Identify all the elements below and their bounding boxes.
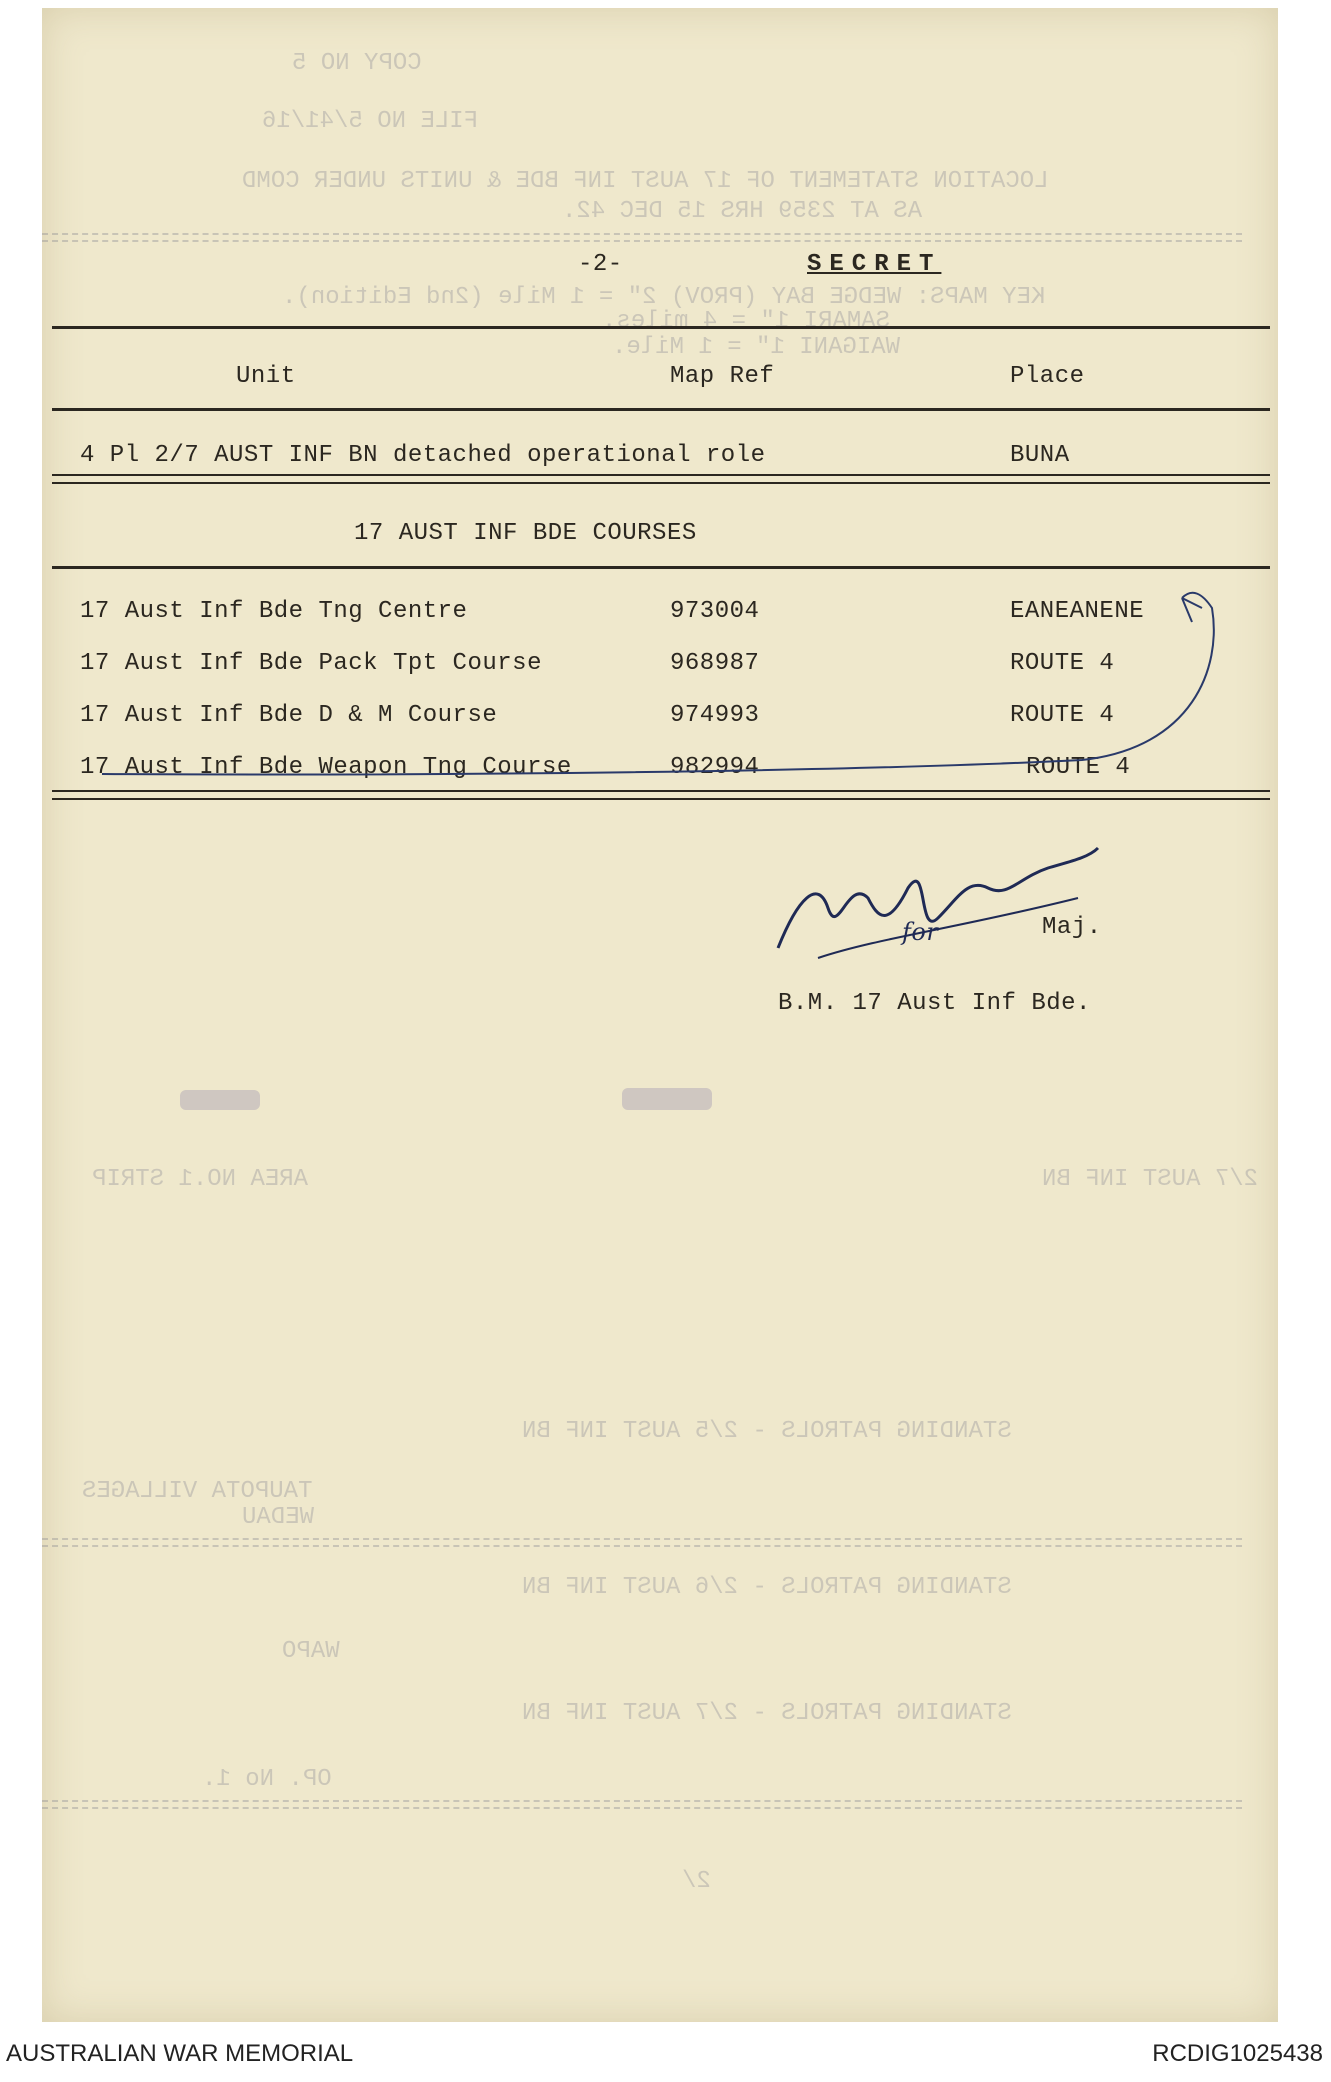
course-map-ref: 973004 — [670, 598, 760, 625]
ghost-wapo: WAPO — [282, 1638, 340, 1665]
ghost-as-at: AS AT 2359 HRS 15 DEC 42. — [562, 198, 923, 225]
ghost-page-2: 2/ — [682, 1868, 711, 1895]
column-header-map-ref: Map Ref — [670, 363, 775, 390]
stamp-mark — [622, 1088, 712, 1110]
ghost-file-no: FILE NO 5/41/16 — [262, 108, 479, 135]
ghost-standing-26: STANDING PATROLS - 2/6 AUST INF BN — [522, 1574, 1012, 1601]
footer-source: AUSTRALIAN WAR MEMORIAL — [6, 2040, 354, 2067]
ghost-location-title: LOCATION STATEMENT OF 17 AUST INF BDE & UNITS UNDER COMD — [242, 168, 1049, 195]
course-place: ROUTE 4 — [1010, 702, 1115, 729]
ghost-op-no: OP. No 1. — [202, 1766, 332, 1793]
course-unit: 17 Aust Inf Bde D & M Course — [80, 702, 498, 729]
stamp-mark — [180, 1090, 260, 1110]
ghost-key-maps: KEY MAPS: WEDGE BAY (PROV) 2" = 1 Mile (2nd Edition). — [282, 284, 1046, 311]
courses-heading: 17 AUST INF BDE COURSES — [354, 520, 697, 547]
ghost-rule-2 — [42, 1538, 1242, 1547]
footer-bar — [0, 2022, 1331, 2082]
ghost-standing-25: STANDING PATROLS - 2/5 AUST INF BN — [522, 1418, 1012, 1445]
ghost-wedau: WEDAU — [242, 1504, 315, 1531]
course-unit: 17 Aust Inf Bde Tng Centre — [80, 598, 468, 625]
course-unit: 17 Aust Inf Bde Pack Tpt Course — [80, 650, 542, 677]
course-map-ref: 982994 — [670, 754, 760, 781]
column-header-unit: Unit — [236, 363, 296, 390]
signature-for: for — [902, 918, 939, 946]
course-unit: 17 Aust Inf Bde Weapon Tng Course — [80, 754, 572, 781]
detached-unit: 4 Pl 2/7 AUST INF BN detached operational role — [80, 442, 766, 469]
course-place: EANEANENE — [1010, 598, 1145, 625]
footer-id: RCDIG1025438 — [1152, 2040, 1323, 2067]
ghost-2-7-bn: 2/7 AUST INF BN — [1042, 1166, 1259, 1193]
document-page — [42, 8, 1278, 2022]
ghost-taupota: TAUPOTA VILLAGES — [82, 1478, 313, 1505]
page-number: -2- — [578, 251, 623, 278]
ghost-samari: SAMARI 1" = 4 miles. — [602, 308, 891, 335]
ghost-copy-no: COPY NO 5 — [292, 50, 422, 77]
column-header-place: Place — [1010, 363, 1085, 390]
signature-scribble — [758, 838, 1118, 978]
ghost-waigani: WAIGANI 1" = 1 Mile. — [612, 334, 901, 361]
ghost-area-strip: AREA NO.1 STRIP — [92, 1166, 309, 1193]
ghost-standing-27: STANDING PATROLS - 2/7 AUST INF BN — [522, 1700, 1012, 1727]
signature-rank: Maj. — [1042, 914, 1102, 941]
detached-place: BUNA — [1010, 442, 1070, 469]
course-place: ROUTE 4 — [1026, 754, 1131, 781]
course-place: ROUTE 4 — [1010, 650, 1115, 677]
pen-arrow-annotation — [42, 8, 1278, 848]
ghost-rule-3 — [42, 1800, 1242, 1809]
signature-title: B.M. 17 Aust Inf Bde. — [778, 990, 1091, 1017]
classification-label: SECRET — [807, 251, 942, 278]
course-map-ref: 968987 — [670, 650, 760, 677]
course-map-ref: 974993 — [670, 702, 760, 729]
